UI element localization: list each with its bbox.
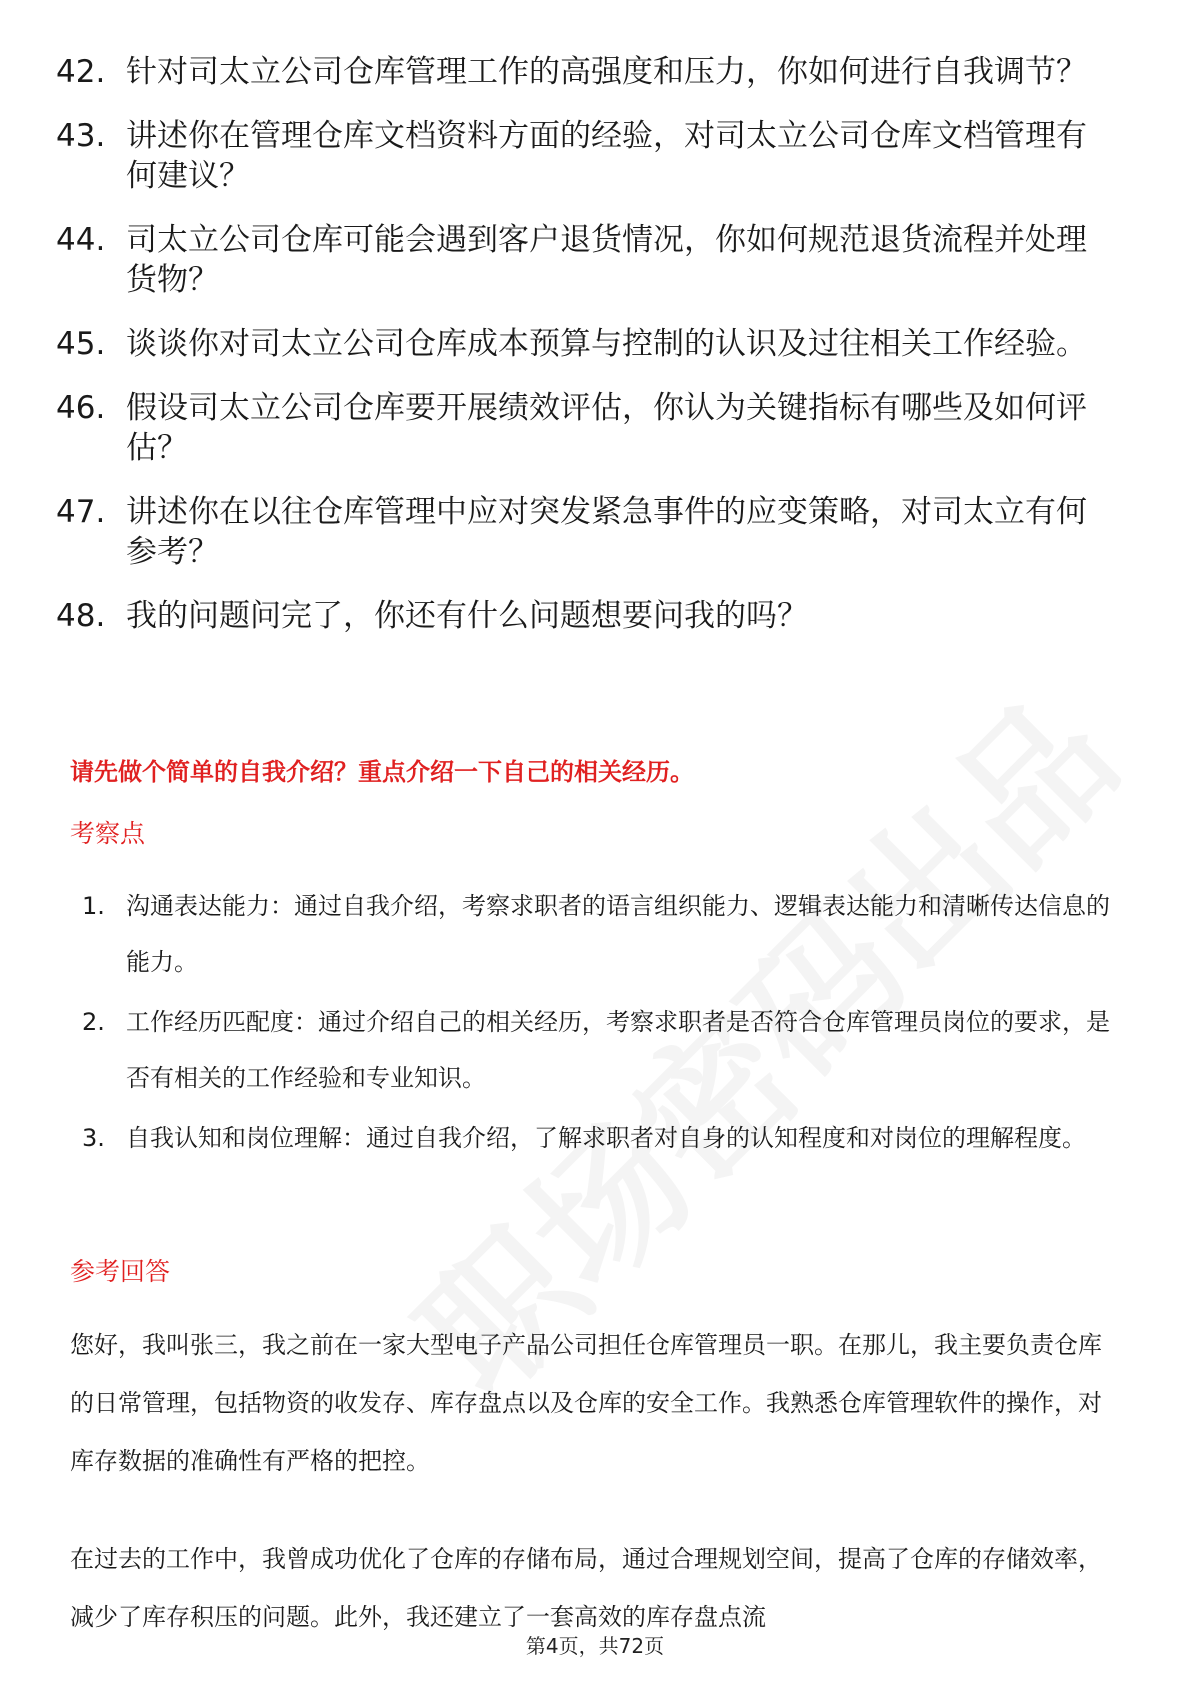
- list-item: [82, 878, 1112, 990]
- section-heading-reference-answer: 参考回答: [70, 1257, 171, 1286]
- question-number: 44.: [56, 222, 106, 258]
- question-text: 讲述你在以往仓库管理中应对突发紧急事件的应变策略，对司太立有何参考？: [126, 494, 1087, 570]
- question-text: 司太立公司仓库可能会遇到客户退货情况，你如何规范退货流程并处理货物？: [126, 222, 1087, 298]
- question-text: 假设司太立公司仓库要开展绩效评估，你认为关键指标有哪些及如何评估？: [126, 390, 1087, 466]
- question-headline: 请先做个简单的自我介绍？重点介绍一下自己的相关经历。: [70, 758, 694, 786]
- point-text: 沟通表达能力：通过自我介绍，考察求职者的语言组织能力、逻辑表达能力和清晰传达信息的能力。: [126, 892, 1110, 976]
- question-number: 48.: [56, 598, 106, 634]
- point-number: 3.: [82, 1124, 105, 1152]
- question-number: 42.: [56, 54, 106, 90]
- question-list: [56, 52, 1116, 660]
- question-item: [56, 116, 1116, 196]
- question-item: [56, 388, 1116, 468]
- question-number: 45.: [56, 326, 106, 362]
- point-number: 1.: [82, 892, 105, 920]
- point-text: 自我认知和岗位理解：通过自我介绍，了解求职者对自身的认知程度和对岗位的理解程度。: [126, 1124, 1086, 1152]
- answer-paragraph: 在过去的工作中，我曾成功优化了仓库的存储布局，通过合理规划空间，提高了仓库的存储效率，减少了库存积压的问题。此外，我还建立了一套高效的库存盘点流: [70, 1545, 1102, 1631]
- question-item: [56, 220, 1116, 300]
- list-item: [82, 1110, 1112, 1166]
- question-item: [56, 52, 1116, 92]
- page-footer: 第4页，共72页: [525, 1634, 665, 1658]
- point-text: 工作经历匹配度：通过介绍自己的相关经历，考察求职者是否符合仓库管理员岗位的要求，是否有相关的工作经验和专业知识。: [126, 1008, 1110, 1092]
- question-text: 讲述你在管理仓库文档资料方面的经验，对司太立公司仓库文档管理有何建议？: [126, 118, 1087, 194]
- answer-paragraph: 您好，我叫张三，我之前在一家大型电子产品公司担任仓库管理员一职。在那儿，我主要负责仓库的日常管理，包括物资的收发存、库存盘点以及仓库的安全工作。我熟悉仓库管理软件的操作，对库存数据的准确性有严格的把控。: [70, 1331, 1102, 1475]
- question-number: 46.: [56, 390, 106, 426]
- question-item: [56, 492, 1116, 572]
- question-text: 谈谈你对司太立公司仓库成本预算与控制的认识及过往相关工作经验。: [126, 326, 1087, 362]
- section-heading-assessment: 考察点: [70, 819, 146, 848]
- question-item: [56, 596, 1116, 636]
- question-item: [56, 324, 1116, 364]
- assessment-points-list: [82, 878, 1112, 1170]
- question-number: 47.: [56, 494, 106, 530]
- list-item: [82, 994, 1112, 1106]
- question-text: 针对司太立公司仓库管理工作的高强度和压力，你如何进行自我调节？: [126, 54, 1087, 90]
- question-text: 我的问题问完了，你还有什么问题想要问我的吗？: [126, 598, 808, 634]
- question-number: 43.: [56, 118, 106, 154]
- point-number: 2.: [82, 1008, 105, 1036]
